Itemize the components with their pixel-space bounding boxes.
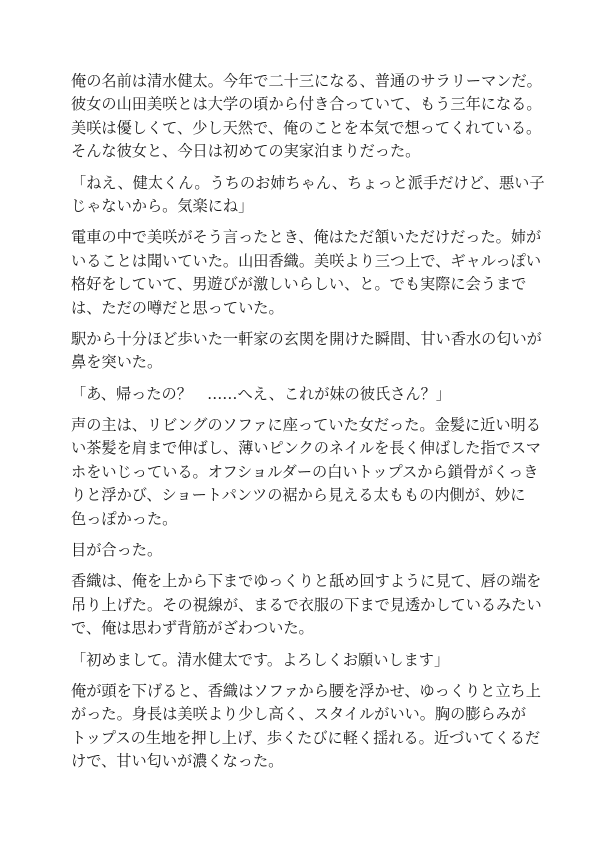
text-line: じゃないから。気楽にね」 [71, 196, 254, 215]
paragraph [71, 383, 531, 406]
text-line: 色っぽかった。 [71, 509, 178, 528]
text-line: 格好をしていて、男遊びが激しいらしい、と。でも実際に会うまで [71, 275, 527, 294]
text-line: 駅から十分ほど歩いた一軒家の玄関を開けた瞬間、甘い香水の匂いが [71, 329, 542, 348]
paragraph [71, 649, 531, 672]
paragraph [71, 539, 531, 562]
text-line: 彼女の山田美咲とは大学の頃から付き合っていて、もう三年になる。 [71, 95, 542, 114]
text-line: トップスの生地を押し上げ、歩くたびに軽く揺れる。近づいてくるだ [71, 728, 541, 747]
text-line: い茶髪を肩まで伸ばし、薄いピンクのネイルを長く伸ばした指でスマ [71, 439, 541, 458]
text-line: 鼻を突いた。 [71, 353, 163, 372]
text-line: 香織は、俺を上から下までゆっくりと舐め回すように見て、唇の端を [71, 572, 542, 591]
text-line: がった。身長は美咲より少し高く、スタイルがいい。胸の膨らみが [71, 705, 527, 724]
text-line: 電車の中で美咲がそう言ったとき、俺はただ頷いただけだった。姉が [71, 228, 542, 247]
text-line: 俺が頭を下げると、香織はソファから腰を浮かせ、ゆっくりと立ち上 [71, 681, 541, 700]
paragraph [71, 680, 541, 774]
text-line: 目が合った。 [71, 541, 163, 560]
text-line: 声の主は、リビングのソファに座っていた女だった。金髪に近い明る [71, 416, 541, 435]
paragraph [71, 70, 542, 164]
text-line: 「あ、帰ったの？ ……へえ、これが妹の彼氏さん？」 [71, 384, 451, 403]
text-line: 「初めまして。清水健太です。よろしくお願いします」 [71, 650, 450, 669]
text-line: ホをいじっている。オフショルダーの白いトップスから鎖骨がくっき [71, 462, 539, 481]
text-line: いることは聞いていた。山田香織。美咲より三つ上で、ギャルっぽい [71, 251, 542, 270]
paragraph [71, 172, 545, 219]
text-line: 「ねえ、健太くん。うちのお姉ちゃん、ちょっと派手だけど、悪い子 [71, 173, 545, 192]
text-line: は、ただの噂だと思っていた。 [71, 298, 284, 317]
document-page [71, 70, 545, 782]
paragraph [71, 226, 542, 320]
text-line: 美咲は優しくて、少し天然で、俺のことを本気で想ってくれている。 [71, 118, 542, 137]
text-line: 俺の名前は清水健太。今年で二十三になる、普通のサラリーマンだ。 [71, 72, 542, 90]
text-line: で、俺は思わず背筋がざわついた。 [71, 619, 314, 638]
paragraph [71, 414, 541, 531]
paragraph [71, 328, 542, 375]
paragraph [71, 570, 542, 640]
text-line: りと浮かび、ショートパンツの裾から見える太ももの内側が、妙に [71, 486, 526, 505]
text-line: 吊り上げた。その視線が、まるで衣服の下まで見透かしているみたい [71, 595, 542, 614]
text-line: そんな彼女と、今日は初めての実家泊まりだった。 [71, 142, 421, 161]
text-line: けで、甘い匂いが濃くなった。 [71, 752, 284, 771]
